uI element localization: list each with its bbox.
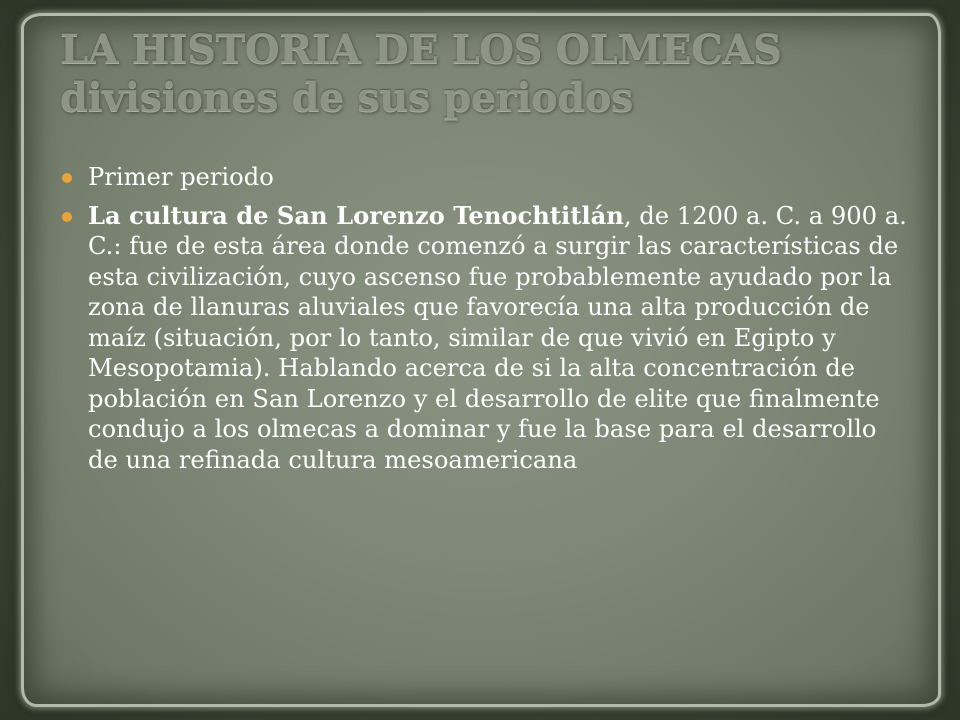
bullet-text: Primer periodo bbox=[88, 163, 274, 191]
slide-title bbox=[60, 26, 900, 122]
list-item bbox=[62, 201, 908, 476]
bullet-dot-icon bbox=[62, 173, 72, 183]
list-item bbox=[62, 162, 908, 193]
bullet-dot-icon bbox=[62, 212, 72, 222]
bullet-text: , de 1200 a. C. a 900 a. C.: fue de esta área donde comenzó a surgir las características de esta civilización, cuyo ascenso fue probablemente ayudado por la zona de llanuras aluviales que favorecía una alta producción de maíz (situación, por lo tanto, similar de que vivió en Egipto y Mesopotamia). Hablando acerca de si la alta concentración de población en San Lorenzo y el desarrollo de elite que finalmente condujo a los olmecas a dominar y fue la base para el desarrollo de una refinada cultura mesoamericana bbox=[88, 201, 907, 474]
title-line-2: divisiones de sus periodos bbox=[60, 74, 633, 121]
title-line-1: LA HISTORIA DE LOS OLMECAS bbox=[60, 26, 782, 73]
bullet-list bbox=[62, 162, 908, 483]
bullet-bold-text: La cultura de San Lorenzo Tenochtitlán bbox=[88, 200, 624, 230]
